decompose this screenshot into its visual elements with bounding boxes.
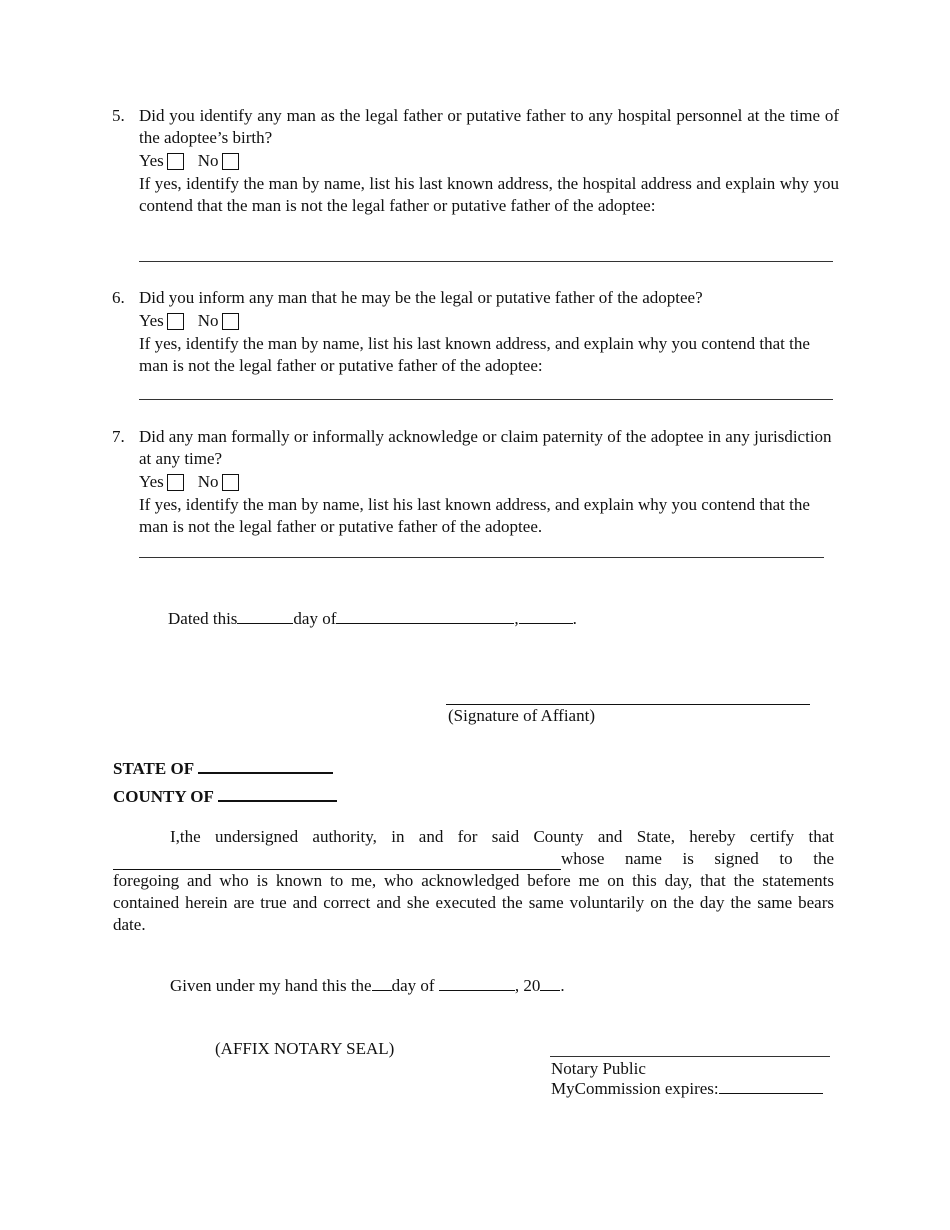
- given-month-blank[interactable]: [439, 974, 515, 991]
- question-text: Did you identify any man as the legal father or putative father to any hospital personnel at the time of the adoptee’s birth?: [139, 106, 839, 147]
- yes-no-row: [139, 470, 839, 494]
- certification-line2: [113, 848, 834, 870]
- dated-comma: ,: [514, 609, 519, 628]
- given-year: , 20: [514, 976, 541, 995]
- state-label: STATE OF: [113, 759, 194, 778]
- no-checkbox[interactable]: [222, 474, 239, 491]
- question-number: 5.: [112, 106, 125, 125]
- no-label: No: [197, 472, 219, 491]
- question-5: [112, 105, 839, 217]
- dated-day-of: day of: [293, 609, 337, 628]
- seal-label: (AFFIX NOTARY SEAL): [215, 1039, 395, 1058]
- yes-label: Yes: [139, 472, 164, 491]
- followup-text: If yes, identify the man by name, list his last known address, and explain why you contend that the man is not the legal father or putative father of the adoptee.: [139, 495, 810, 536]
- answer-line-7[interactable]: [139, 557, 824, 558]
- dated-period: .: [572, 609, 577, 628]
- dated-month-blank[interactable]: [336, 607, 514, 624]
- dated-day-blank[interactable]: [237, 607, 293, 624]
- yes-no-row: [139, 149, 839, 173]
- given-period: .: [560, 976, 565, 995]
- followup-text: If yes, identify the man by name, list his last known address, and explain why you contend that the man is not the legal father or putative father of the adoptee:: [139, 334, 810, 375]
- question-text: Did you inform any man that he may be the legal or putative father of the adoptee?: [139, 288, 703, 307]
- given-line: [170, 974, 565, 997]
- certification-line3: foregoing and who is known to me, who acknowledged before me on this day, that the statements contained herein are true and correct and she executed the same voluntarily on the day the same bears date.: [113, 871, 834, 934]
- yes-label: Yes: [139, 311, 164, 330]
- question-number: 7.: [112, 427, 125, 446]
- county-label: COUNTY OF: [113, 787, 214, 806]
- yes-no-row: [139, 309, 839, 333]
- commission-label: MyCommission expires:: [551, 1079, 719, 1098]
- dated-year-blank[interactable]: [519, 607, 573, 624]
- question-7: [112, 426, 839, 538]
- no-checkbox[interactable]: [222, 153, 239, 170]
- commission-date-blank[interactable]: [719, 1077, 823, 1094]
- dated-prefix: Dated this: [168, 609, 238, 628]
- signature-caption: (Signature of Affiant): [448, 706, 595, 725]
- question-6: [112, 287, 839, 377]
- county-blank[interactable]: [218, 784, 337, 802]
- commission-line: [551, 1077, 823, 1100]
- certification-paragraph: [113, 826, 834, 936]
- yes-checkbox[interactable]: [167, 474, 184, 491]
- answer-line-6[interactable]: [139, 399, 833, 400]
- given-prefix: Given under my hand this the: [170, 976, 372, 995]
- yes-checkbox[interactable]: [167, 153, 184, 170]
- notary-signature-line[interactable]: [550, 1056, 830, 1057]
- answer-line-5[interactable]: [139, 261, 833, 262]
- no-checkbox[interactable]: [222, 313, 239, 330]
- yes-checkbox[interactable]: [167, 313, 184, 330]
- certification-whose: whose name is signed to the: [561, 849, 834, 868]
- given-year-blank[interactable]: [540, 974, 560, 991]
- dated-line: [168, 607, 577, 630]
- question-text: Did any man formally or informally acknowledge or claim paternity of the adoptee in any jurisdiction at any time?: [139, 427, 832, 468]
- notary-public-label: Notary Public: [551, 1059, 646, 1078]
- no-label: No: [197, 151, 219, 170]
- yes-label: Yes: [139, 151, 164, 170]
- given-day-of: day of: [391, 976, 435, 995]
- question-number: 6.: [112, 288, 125, 307]
- county-line: [113, 784, 337, 808]
- affiant-name-blank[interactable]: [113, 853, 561, 870]
- followup-text: If yes, identify the man by name, list his last known address, the hospital address and explain why you contend that the man is not the legal father or putative father of the adoptee:: [139, 174, 839, 215]
- state-blank[interactable]: [198, 756, 333, 774]
- state-line: [113, 756, 333, 780]
- no-label: No: [197, 311, 219, 330]
- given-day-blank[interactable]: [372, 974, 392, 991]
- certification-line1: I,the undersigned authority, in and for said County and State, hereby certify that: [170, 827, 834, 846]
